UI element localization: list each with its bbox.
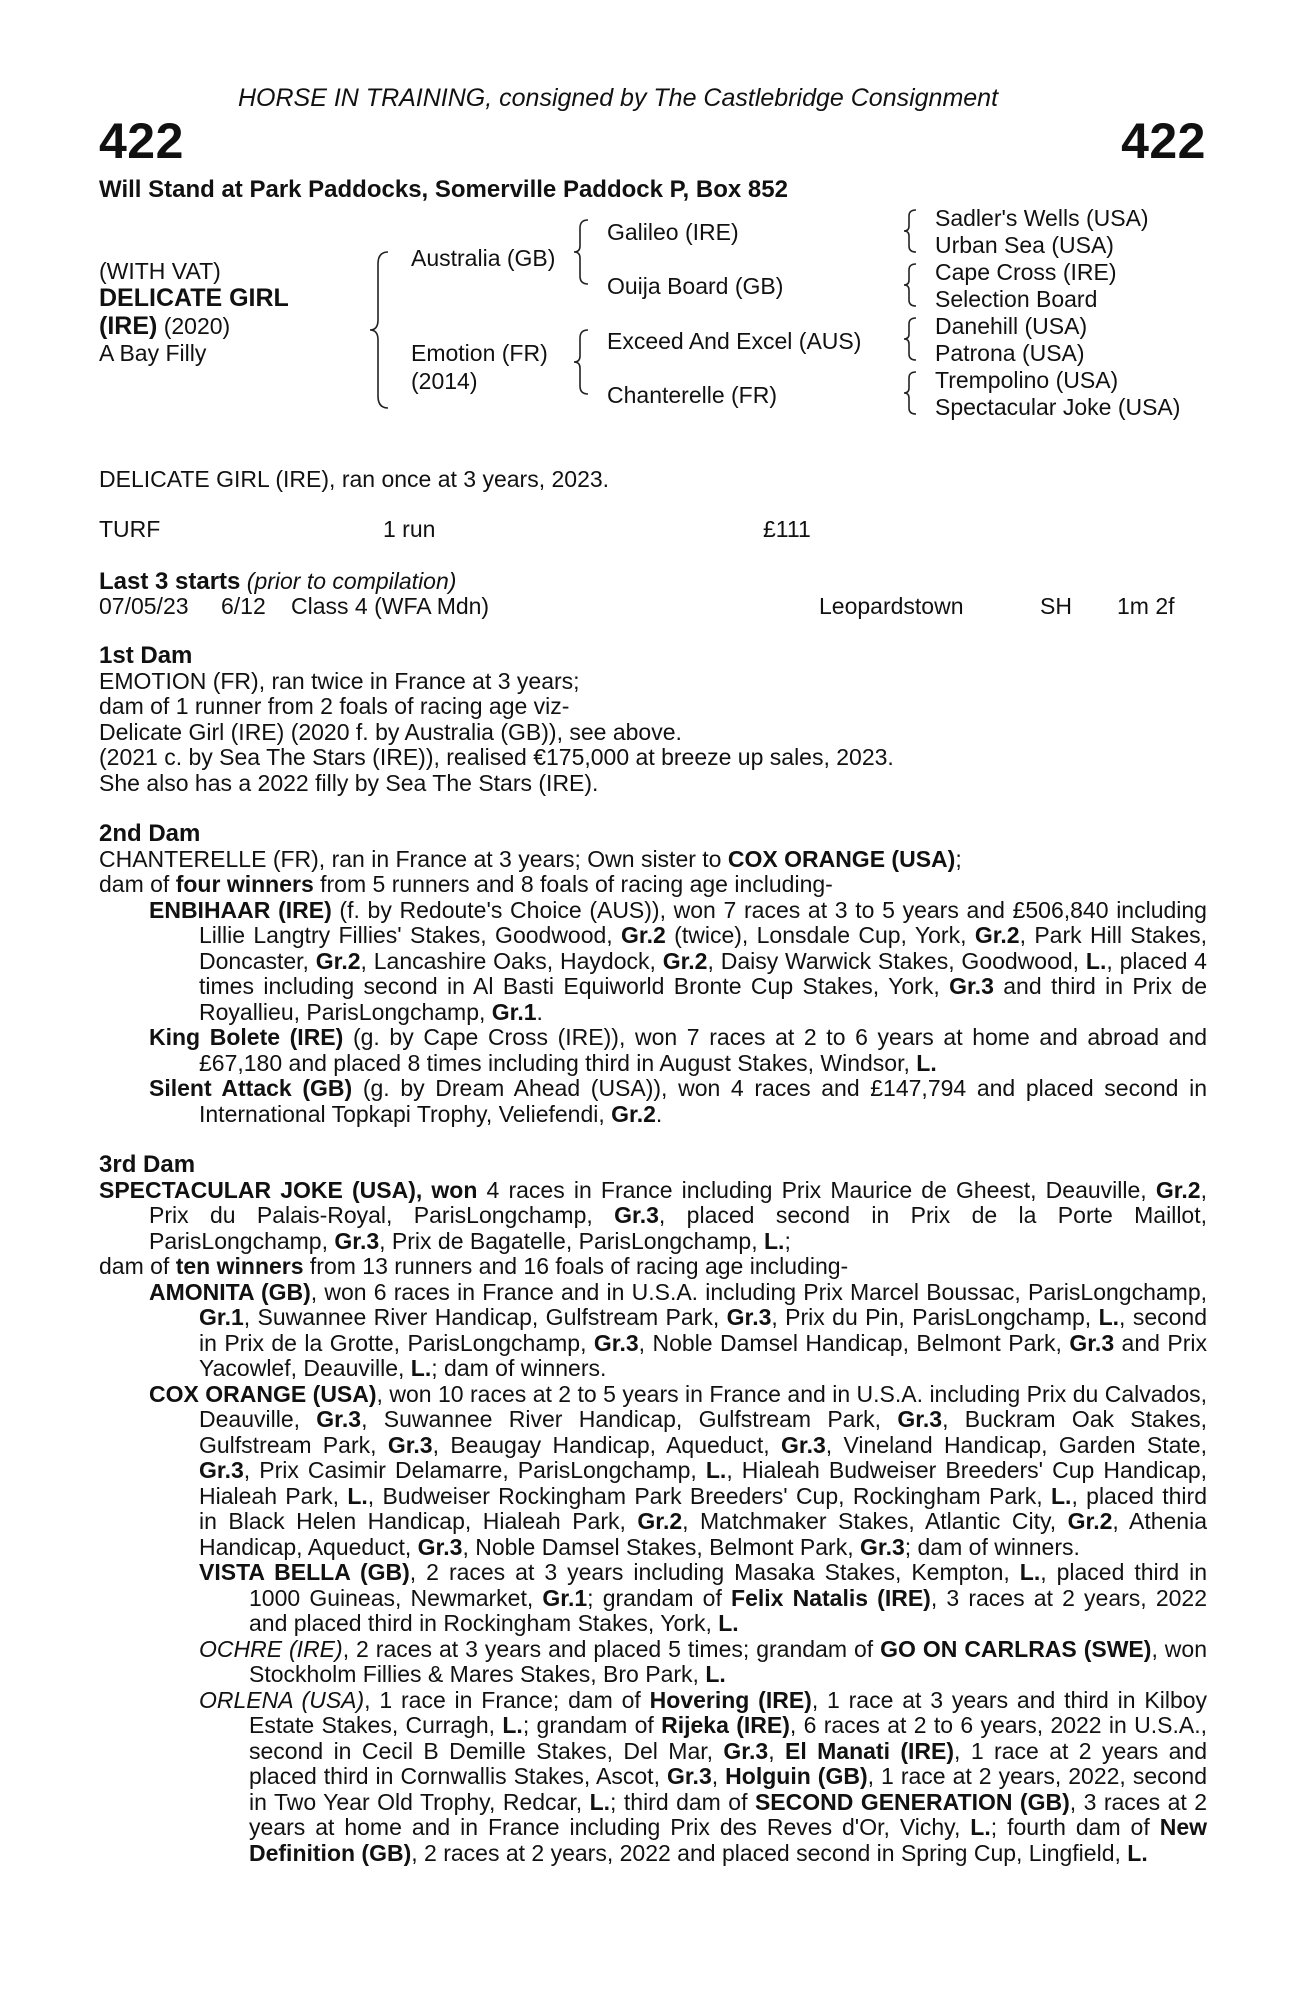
- text-run: Gr.3: [334, 1227, 380, 1254]
- pedigree-brace-dam: [574, 328, 594, 398]
- text-run: King Bolete (IRE): [149, 1024, 344, 1050]
- text-run: Gr.2: [611, 1100, 656, 1127]
- text-run: ten winners: [175, 1253, 304, 1279]
- text-run: COX ORANGE (USA): [727, 845, 956, 872]
- text-run: Gr.1: [542, 1584, 588, 1611]
- text-run: , placed 4 times including second in Al Basti Equiworld Bronte Cup Stakes, York,: [199, 947, 1207, 999]
- pedigree-gg-8: Spectacular Joke (USA): [935, 394, 1181, 420]
- second-dam-produce-silent-attack: [99, 1076, 1207, 1127]
- text-run: , Buckram Oak Stakes, Gulfstream Park,: [199, 1406, 1207, 1458]
- pedigree-brace-main: [370, 250, 400, 410]
- first-dam-line: EMOTION (FR), ran twice in France at 3 years;: [99, 667, 580, 694]
- text-run: L.: [916, 1049, 937, 1076]
- text-run: Silent Attack (GB): [149, 1075, 353, 1101]
- text-run: Gr.2: [621, 922, 666, 948]
- text-run: , Prix du Palais-Royal, ParisLongchamp,: [149, 1176, 1207, 1228]
- pedigree-brace-gg2: [904, 262, 920, 308]
- text-run: dam of: [99, 1253, 176, 1279]
- horse-name: DELICATE GIRL: [99, 284, 289, 312]
- text-run: , 1 race at 2 years and placed third in Cornwallis Stakes, Ascot,: [249, 1737, 1208, 1789]
- pedigree-gg-4: Selection Board: [935, 286, 1098, 312]
- pedigree-gg-6: Patrona (USA): [935, 340, 1085, 366]
- text-run: Gr.3: [614, 1202, 659, 1228]
- text-run: (g. by Dream Ahead (USA)), won 4 races and £147,794 and placed second in International Topkapi Trophy, Veliefendi,: [199, 1075, 1207, 1127]
- text-run: , Suwannee River Handicap, Gulfstream Park,: [243, 1304, 727, 1330]
- text-run: , Prix Casimir Delamarre, ParisLongchamp,: [243, 1457, 706, 1483]
- text-run: and third in Prix de Royallieu, ParisLongchamp,: [199, 973, 1207, 1025]
- first-dam-line: She also has a 2022 filly by Sea The Stars (IRE).: [99, 769, 599, 796]
- last-start-distance: 1m 2f: [1117, 593, 1175, 619]
- text-run: , won Stockholm Fillies & Mares Stakes, Bro Park,: [249, 1635, 1207, 1687]
- third-dam-produce-amonita: [99, 1280, 1207, 1382]
- text-run: Gr.3: [387, 1431, 433, 1458]
- text-run: Gr.2: [1067, 1508, 1113, 1534]
- first-dam-produce: Delicate Girl (IRE) (2020 f. by Australia (GB)), see above.: [99, 718, 682, 745]
- text-run: New Definition (GB): [249, 1814, 1207, 1866]
- text-run: ; grandam of: [522, 1712, 662, 1738]
- text-run: ENBIHAAR (IRE): [149, 896, 332, 923]
- text-run: ; dam of winners.: [431, 1355, 607, 1381]
- text-run: OCHRE (IRE): [199, 1635, 343, 1662]
- text-run: .: [655, 1100, 663, 1127]
- text-run: four winners: [175, 871, 314, 897]
- second-dam-intro: [99, 847, 1207, 873]
- text-run: ; dam of winners.: [904, 1533, 1080, 1560]
- text-run: ; fourth dam of: [990, 1814, 1160, 1840]
- text-run: Gr.3: [1069, 1329, 1115, 1356]
- pedigree-brace-gg3: [904, 316, 920, 362]
- text-run: Gr.2: [1155, 1176, 1201, 1203]
- text-run: , Daisy Warwick Stakes, Goodwood,: [707, 947, 1086, 974]
- third-dam-grandproduce-ochre: [99, 1637, 1207, 1688]
- third-dam-heading: 3rd Dam: [99, 1151, 196, 1178]
- last-start-course: Leopardstown: [819, 593, 964, 619]
- pedigree-gg-3: Cape Cross (IRE): [935, 259, 1117, 285]
- pedigree-gg-5: Danehill (USA): [935, 313, 1088, 339]
- text-run: ;: [784, 1227, 791, 1254]
- pedigree-dam-sire: Exceed And Excel (AUS): [607, 328, 862, 354]
- text-run: , 1 race at 3 years and third in Kilboy Estate Stakes, Curragh,: [249, 1686, 1208, 1738]
- third-dam-produce-cox-orange: [99, 1382, 1207, 1561]
- record-earnings: £111: [763, 516, 811, 542]
- lot-number-left: 422: [99, 113, 184, 169]
- text-run: COX ORANGE (USA): [149, 1380, 377, 1407]
- text-run: Gr.3: [723, 1737, 769, 1764]
- pedigree-brace-gg4: [904, 370, 920, 416]
- text-run: , Athenia Handicap, Aqueduct,: [199, 1508, 1207, 1560]
- text-run: Gr.3: [417, 1533, 463, 1560]
- text-run: 4 races in France including Prix Maurice de Gheest, Deauville,: [477, 1176, 1156, 1203]
- text-run: GO ON CARLRAS (SWE): [880, 1635, 1152, 1662]
- first-dam-line: dam of 1 runner from 2 foals of racing age viz-: [99, 693, 570, 719]
- text-run: , placed third in 1000 Guineas, Newmarket,: [249, 1559, 1208, 1611]
- text-run: from 5 runners and 8 foals of racing age including-: [313, 871, 833, 897]
- text-run: (g. by Cape Cross (IRE)), won 7 races at 2 to 6 years at home and abroad and £67,180 and placed 8 times including third in August Stakes, Windsor,: [199, 1024, 1207, 1076]
- text-run: Rijeka (IRE): [661, 1712, 790, 1738]
- text-run: El Manati (IRE): [785, 1737, 955, 1764]
- text-run: , 3 races at 2 years at home and in France including Prix des Reves d'Or, Vichy,: [249, 1788, 1208, 1840]
- text-run: , Hialeah Budweiser Breeders' Cup Handicap, Hialeah Park,: [199, 1457, 1207, 1509]
- text-run: SPECTACULAR JOKE (USA): [99, 1176, 416, 1203]
- text-run: .: [536, 998, 543, 1025]
- first-dam-section: [99, 643, 1209, 796]
- last-start-class: Class 4 (WFA Mdn): [291, 593, 490, 619]
- pedigree-gg-2: Urban Sea (USA): [935, 232, 1114, 258]
- text-run: , second in Prix de la Grotte, ParisLongchamp,: [199, 1304, 1207, 1356]
- text-run: L.: [718, 1610, 739, 1636]
- last-start-going: SH: [1040, 593, 1072, 619]
- text-run: Gr.3: [781, 1431, 826, 1458]
- record-surface: TURF: [99, 516, 161, 542]
- pedigree-dam: Emotion (FR): [411, 340, 548, 366]
- horse-year: (2020): [157, 313, 231, 339]
- text-run: ; third dam of: [610, 1788, 755, 1815]
- text-run: Hovering (IRE): [649, 1686, 812, 1713]
- text-run: L.: [763, 1227, 785, 1254]
- pedigree-sire: Australia (GB): [411, 245, 556, 271]
- second-dam-produce-king-bolete: [99, 1025, 1207, 1076]
- text-run: CHANTERELLE (FR), ran in France at 3 years; Own sister to: [99, 845, 728, 872]
- text-run: , 1 race in France; dam of: [364, 1686, 650, 1713]
- horse-name-suffix: [99, 313, 230, 339]
- text-run: , 1 race at 2 years, 2022, second in Two Year Old Trophy, Redcar,: [249, 1763, 1208, 1815]
- text-run: , Noble Damsel Handicap, Belmont Park,: [638, 1329, 1070, 1356]
- last-start-date: 07/05/23: [99, 593, 189, 619]
- text-run: L.: [1098, 1304, 1120, 1330]
- text-run: , Prix de Bagatelle, ParisLongchamp,: [379, 1227, 764, 1254]
- text-run: L.: [1127, 1839, 1148, 1866]
- text-run: , 2 races at 3 years including Masaka Stakes, Kempton,: [409, 1559, 1020, 1585]
- pedigree-brace-sire: [574, 218, 594, 288]
- text-run: , placed second in Prix de la Porte Maillot, ParisLongchamp,: [149, 1202, 1207, 1254]
- pedigree-gg-1: Sadler's Wells (USA): [935, 205, 1149, 231]
- third-dam-produce-summary: [99, 1254, 1207, 1280]
- text-run: , placed third in Black Helen Handicap, Hialeah Park,: [199, 1482, 1207, 1534]
- first-dam-heading: 1st Dam: [99, 642, 193, 669]
- text-run: Gr.3: [316, 1406, 362, 1432]
- third-dam-grandproduce-orlena: [99, 1688, 1207, 1867]
- horse-country: (IRE): [99, 312, 158, 340]
- race-summary: DELICATE GIRL (IRE), ran once at 3 years, 2023.: [99, 466, 610, 492]
- text-run: Gr.2: [315, 947, 361, 974]
- text-run: L.: [970, 1814, 991, 1840]
- pedigree-dam-dam: Chanterelle (FR): [607, 382, 777, 408]
- text-run: L.: [1085, 947, 1107, 974]
- text-run: , Prix du Pin, ParisLongchamp,: [771, 1304, 1099, 1330]
- text-run: ; grandam of: [587, 1584, 732, 1611]
- text-run: Gr.2: [662, 947, 708, 974]
- text-run: (twice), Lonsdale Cup, York,: [665, 922, 975, 948]
- text-run: Gr.2: [974, 922, 1020, 948]
- text-run: , won 6 races in France and in U.S.A. including Prix Marcel Boussac, ParisLongchamp,: [310, 1278, 1207, 1305]
- text-run: from 13 runners and 16 foals of racing age including-: [303, 1253, 849, 1279]
- text-run: L.: [1051, 1482, 1072, 1509]
- text-run: Felix Natalis (IRE): [731, 1584, 931, 1611]
- third-dam-intro: [99, 1178, 1207, 1255]
- pedigree-sire-dam: Ouija Board (GB): [607, 273, 784, 299]
- second-dam-heading: 2nd Dam: [99, 820, 201, 847]
- catalogue-header: HORSE IN TRAINING, consigned by The Castlebridge Consignment: [238, 84, 999, 112]
- pedigree-gg-7: Trempolino (USA): [935, 367, 1119, 393]
- stand-location: Will Stand at Park Paddocks, Somerville Paddock P, Box 852: [99, 176, 788, 203]
- text-run: , won: [415, 1176, 478, 1203]
- text-run: VISTA BELLA (GB): [199, 1559, 410, 1585]
- second-dam-section: [99, 821, 1207, 1127]
- text-run: L.: [589, 1788, 611, 1815]
- text-run: , Noble Damsel Stakes, Belmont Park,: [462, 1533, 860, 1560]
- text-run: Gr.3: [199, 1457, 244, 1483]
- text-run: Gr.2: [637, 1508, 683, 1534]
- text-run: ;: [955, 845, 962, 872]
- last-starts-note: (prior to compilation): [240, 568, 457, 594]
- text-run: , Beaugay Handicap, Aqueduct,: [432, 1431, 782, 1458]
- text-run: , 2 races at 3 years and placed 5 times; grandam of: [342, 1635, 881, 1662]
- text-run: Gr.3: [860, 1533, 905, 1560]
- text-run: L.: [1019, 1559, 1041, 1585]
- first-dam-produce: (2021 c. by Sea The Stars (IRE)), realised €175,000 at breeze up sales, 2023.: [99, 744, 894, 770]
- text-run: , 2 races at 2 years, 2022 and placed second in Spring Cup, Lingfield,: [411, 1839, 1128, 1866]
- text-run: , 3 races at 2 years, 2022 and placed third in Rockingham Stakes, York,: [249, 1584, 1208, 1636]
- text-run: , Budweiser Rockingham Park Breeders' Cup, Rockingham Park,: [367, 1482, 1051, 1509]
- text-run: L.: [705, 1457, 727, 1483]
- text-run: , Vineland Handicap, Garden State,: [825, 1431, 1207, 1458]
- text-run: L.: [347, 1482, 368, 1509]
- text-run: ORLENA (USA): [199, 1686, 365, 1713]
- text-run: , Park Hill Stakes, Doncaster,: [199, 922, 1207, 974]
- text-run: Gr.3: [666, 1763, 712, 1789]
- text-run: (f. by Redoute's Choice (AUS)), won 7 races at 3 to 5 years and £506,840 including Lillie Langtry Fillies' Stakes, Goodwood,: [199, 896, 1207, 948]
- text-run: L.: [410, 1355, 432, 1381]
- text-run: , won 10 races at 2 to 5 years in France and in U.S.A. including Prix du Calvados, Deauville,: [199, 1380, 1207, 1432]
- third-dam-grandproduce-vista-bella: [99, 1560, 1207, 1637]
- pedigree-brace-gg1: [904, 208, 920, 254]
- text-run: AMONITA (GB): [149, 1278, 311, 1305]
- text-run: ,: [711, 1763, 726, 1789]
- text-run: Gr.1: [199, 1304, 244, 1330]
- last-starts-heading: [99, 568, 456, 595]
- text-run: , 6 races at 2 to 6 years, 2022 in U.S.A., second in Cecil B Demille Stakes, Del Mar,: [249, 1712, 1207, 1764]
- third-dam-section: [99, 1152, 1207, 1866]
- second-dam-produce-summary: [99, 872, 1207, 898]
- text-run: Gr.3: [897, 1406, 943, 1432]
- pedigree-sire-sire: Galileo (IRE): [607, 219, 739, 245]
- text-run: L.: [502, 1712, 523, 1738]
- text-run: , Suwannee River Handicap, Gulfstream Park,: [361, 1406, 898, 1432]
- text-run: SECOND GENERATION (GB): [754, 1788, 1070, 1815]
- text-run: Gr.3: [726, 1304, 772, 1330]
- text-run: ,: [768, 1737, 785, 1764]
- last-starts-title: Last 3 starts: [99, 568, 241, 595]
- text-run: Gr.1: [491, 998, 537, 1025]
- text-run: Gr.3: [593, 1329, 639, 1356]
- text-run: Holguin (GB): [725, 1763, 868, 1789]
- text-run: dam of: [99, 871, 176, 897]
- text-run: , Lancashire Oaks, Haydock,: [360, 947, 663, 974]
- horse-description: A Bay Filly: [99, 340, 207, 366]
- second-dam-produce-enbihaar: [99, 898, 1207, 1026]
- lot-number-right: 422: [1121, 113, 1206, 169]
- text-run: , Matchmaker Stakes, Atlantic City,: [682, 1508, 1068, 1534]
- record-runs: 1 run: [383, 516, 436, 542]
- text-run: L.: [705, 1661, 726, 1687]
- pedigree-dam-year: (2014): [411, 368, 478, 394]
- text-run: and Prix Yacowlef, Deauville,: [199, 1329, 1207, 1381]
- last-start-position: 6/12: [221, 593, 266, 619]
- text-run: Gr.3: [949, 973, 994, 999]
- vat-note: (WITH VAT): [99, 258, 221, 284]
